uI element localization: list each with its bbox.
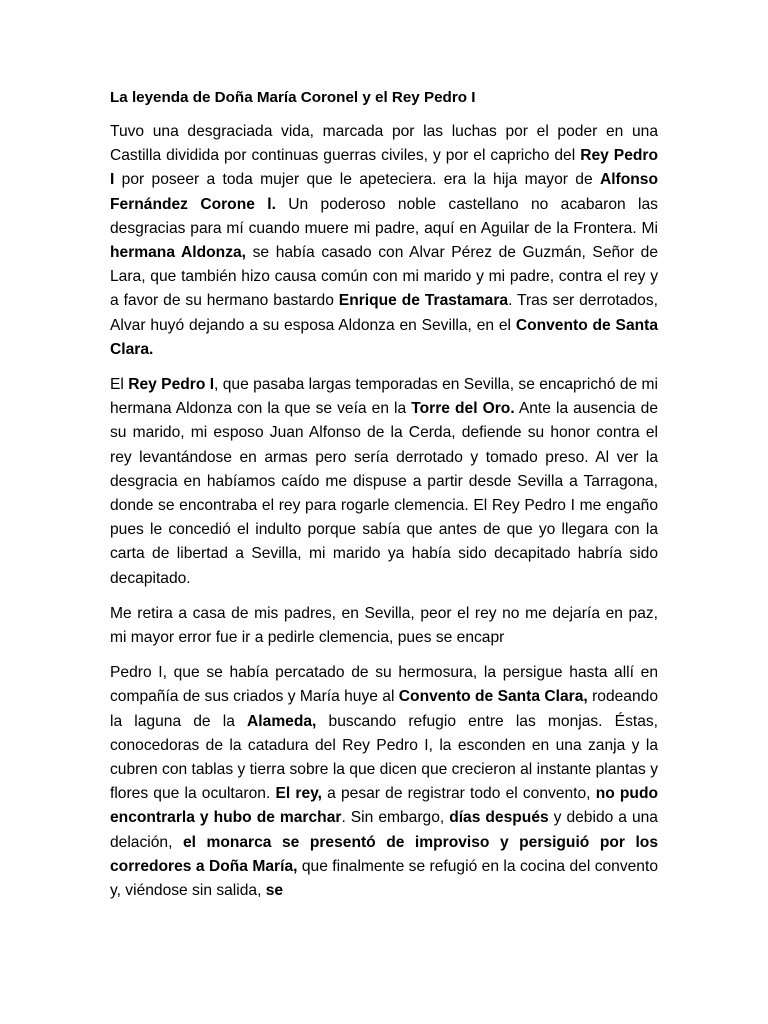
bold-text-run: no pudo encontrarla y hubo de marchar [110,785,659,827]
text-run: Ante la ausencia de su marido, mi esposo Juan Alfonso de la Cerda, defiende su honor contra el rey levantándose en armas pero sería derrotado y tomado preso. Al ver la desgracia en habíamos caído me dispuse a partir desde Sevilla a Tarragona, donde se encontraba el rey para rogarle clemencia. El Rey Pedro I me engaño pues le concedió el indulto porque sabía que antes de que yo llegara con la carta de libertad a Sevilla, mi marido ya había sido decapitado habría sido decapitado. [110,400,658,587]
bold-text-run: el monarca se presentó de improviso y persiguió por los corredores a Doña María, [110,833,658,875]
text-run: se había casado con Alvar Pérez de Guzmán, Señor de Lara, que también hizo causa común con mi marido y mi padre, contra el rey y a favor de su hermano bastardo [110,244,658,310]
bold-text-run: Alameda, [247,712,317,730]
text-run: a pesar de registrar todo el convento, [321,785,596,803]
text-run: . Tras ser derrotados, Alvar huyó dejando a su esposa Aldonza en Sevilla, en el [110,292,658,334]
paragraph [110,120,658,362]
bold-text-run: se [265,882,284,900]
bold-text-run: días después [449,809,549,827]
paragraph [110,602,658,650]
bold-text-run: Alfonso Fernández Corone l. [110,171,658,213]
text-run: . Sin embargo, [341,809,450,827]
paragraph [110,373,658,591]
bold-text-run: Convento de Santa Clara, [398,688,588,706]
document-page [110,88,658,914]
document-title: La leyenda de Doña María Coronel y el Rey Pedro I [110,89,476,106]
text-run: por poseer a toda mujer que le apeteciera. era la hija mayor de [114,171,600,189]
text-run: Un poderoso noble castellano no acabaron las desgracias para mí cuando muere mi padre, aquí en Aguilar de la Frontera. Mi [110,195,658,237]
bold-text-run: Convento de Santa Clara. [110,316,659,358]
text-run: buscando refugio entre las monjas. Éstas, conocedoras de la catadura del Rey Pedro I, la esconden en una zanja y la cubren con tablas y tierra sobre la que dicen que crecieron al instante plantas y flores que la ocultaron. [110,712,658,803]
bold-text-run: Enrique de Trastamara [338,292,509,310]
paragraph [110,661,658,903]
text-run: Me retira a casa de mis padres, en Sevilla, peor el rey no me dejaría en paz, mi mayor error fue ir a pedirle clemencia, pues se encapr [110,604,658,647]
bold-text-run: Rey Pedro I [128,376,215,394]
text-run: rodeando la laguna de la [110,688,659,730]
text-run: El [110,376,129,394]
text-run: que finalmente se refugió en la cocina del convento y, viéndose sin salida, [110,857,658,900]
text-run: Tuvo una desgraciada vida, marcada por las luchas por el poder en una Castilla dividida por continuas guerras civiles, y por el capricho del [110,123,658,165]
bold-text-run: hermana Aldonza, [110,244,247,262]
bold-text-run: Torre del Oro. [411,400,515,418]
text-run: Pedro I, que se había percatado de su hermosura, la persigue hasta allí en compañía de sus criados y María huye al [110,664,658,706]
bold-text-run: Rey Pedro I [110,147,659,189]
bold-text-run: El rey, [275,785,322,803]
text-run: , que pasaba largas temporadas en Sevilla, se encaprichó de mi hermana Aldonza con la que se veía en la [110,376,658,418]
text-run: y debido a una delación, [110,809,658,851]
